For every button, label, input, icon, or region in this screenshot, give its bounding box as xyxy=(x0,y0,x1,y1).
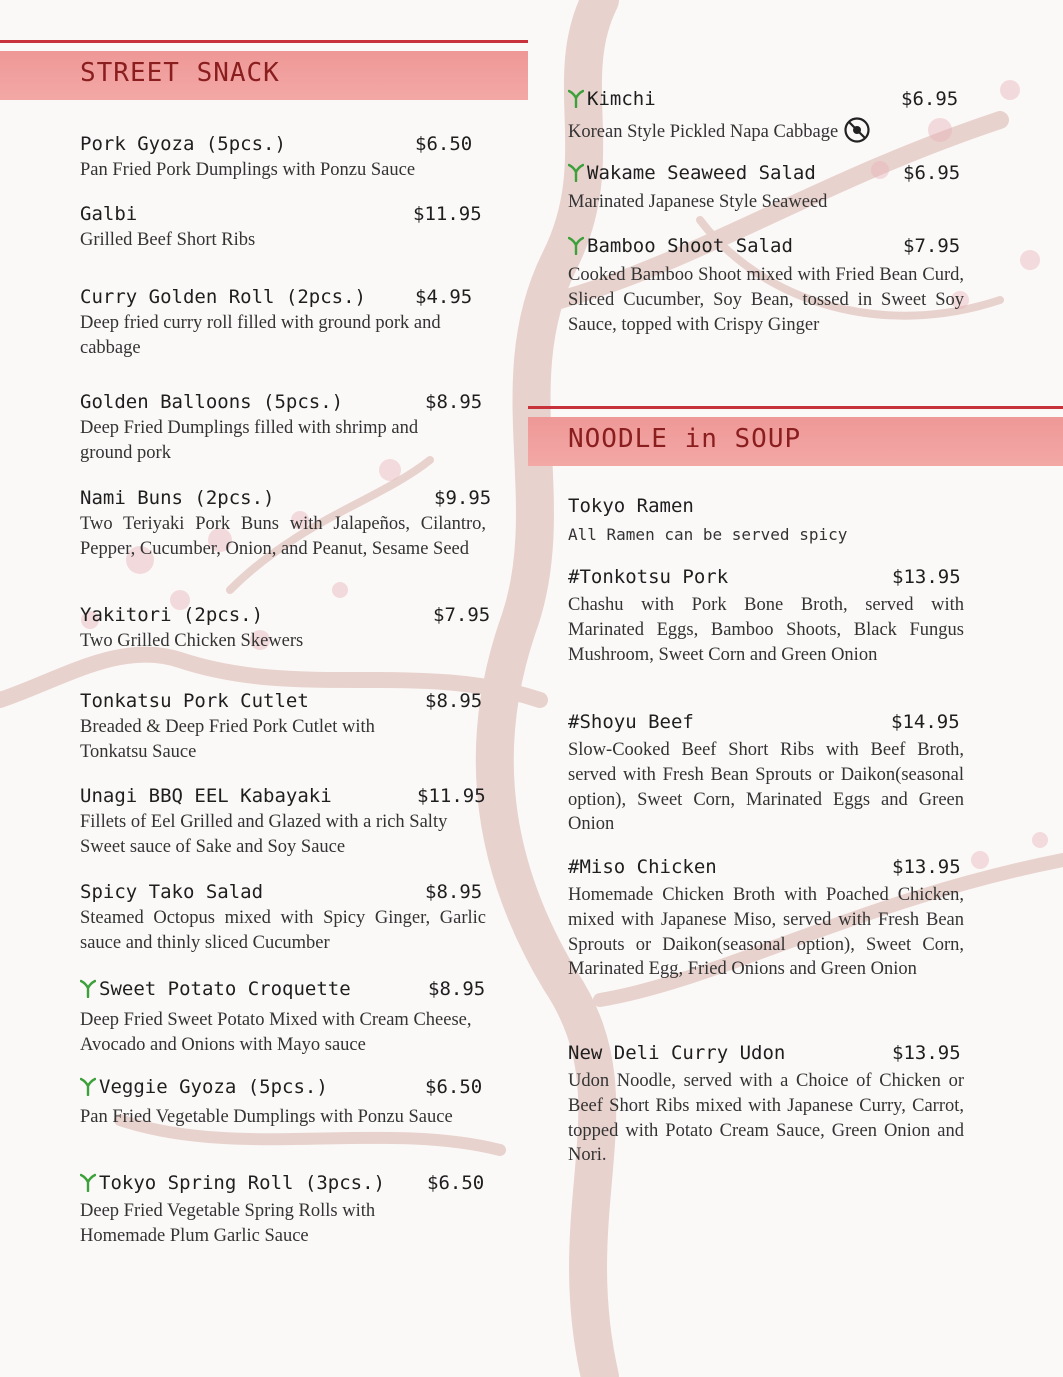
item-description: Marinated Japanese Style Seaweed xyxy=(568,192,828,212)
item-name-wrap xyxy=(80,1172,385,1194)
item-price: $6.50 xyxy=(415,133,473,155)
item-description: Two Grilled Chicken Skewers xyxy=(80,631,304,651)
item-name: #Shoyu Beef xyxy=(568,711,694,733)
item-description: Slow-Cooked Beef Short Ribs with Beef Broth, served with Fresh Bean Sprouts or Daikon(seasonal option), Sweet Corn, Marinated Eggs and Green Onion xyxy=(568,740,964,835)
item-description: Homemade Chicken Broth with Poached Chicken, mixed with Japanese Miso, served with Fresh Bean Sprouts or Daikon(seasonal option), Sweet Corn, Marinated Egg, Fried Onions and Green Onion xyxy=(568,885,964,980)
item-description: Two Teriyaki Pork Buns with Jalapeños, Cilantro, Pepper, Cucumber, Onion, and Peanut, Sesame Seed xyxy=(80,514,486,559)
item-price: $8.95 xyxy=(428,978,486,1000)
item-price: $6.50 xyxy=(425,1076,483,1098)
item-name: Bamboo Shoot Salad xyxy=(587,235,793,257)
item-name: New Deli Curry Udon xyxy=(568,1042,786,1064)
item-name: Spicy Tako Salad xyxy=(80,881,264,903)
item-description: Pan Fried Vegetable Dumplings with Ponzu Sauce xyxy=(80,1107,453,1127)
section-title: NOODLE in SOUP xyxy=(568,424,802,454)
item-price: $13.95 xyxy=(892,856,961,878)
item-price: $9.95 xyxy=(434,487,492,509)
street-snack-header xyxy=(0,40,528,102)
item-name-wrap xyxy=(80,1076,328,1098)
item-name: Tokyo Ramen xyxy=(568,495,694,517)
item-price: $7.95 xyxy=(433,604,491,626)
item-price: $8.95 xyxy=(425,881,483,903)
item-price: $11.95 xyxy=(417,785,486,807)
item-name: #Miso Chicken xyxy=(568,856,717,878)
item-name-wrap xyxy=(568,235,793,257)
item-price: $13.95 xyxy=(892,566,961,588)
item-price: $4.95 xyxy=(415,286,473,308)
item-name: Wakame Seaweed Salad xyxy=(587,162,816,184)
sprout-icon xyxy=(568,235,584,255)
item-name: Veggie Gyoza (5pcs.) xyxy=(99,1076,328,1098)
item-description: Deep Fried Sweet Potato Mixed with Cream Cheese, Avocado and Onions with Mayo sauce xyxy=(80,1010,472,1055)
item-name: #Tonkotsu Pork xyxy=(568,566,729,588)
section-title: STREET SNACK xyxy=(80,58,280,88)
item-price: $8.95 xyxy=(425,391,483,413)
item-description: Chashu with Pork Bone Broth, served with Marinated Eggs, Bamboo Shoots, Black Fungus Mushroom, Sweet Corn and Green Onion xyxy=(568,595,964,665)
item-price: $8.95 xyxy=(425,690,483,712)
item-price: $6.95 xyxy=(903,162,961,184)
item-name: Galbi xyxy=(80,203,138,225)
item-description: Fillets of Eel Grilled and Glazed with a rich Salty Sweet sauce of Sake and Soy Sauce xyxy=(80,812,448,857)
item-name: Nami Buns (2pcs.) xyxy=(80,487,275,509)
sprout-icon xyxy=(80,1076,96,1096)
item-description: Deep fried curry roll filled with ground pork and cabbage xyxy=(80,313,441,358)
sprout-icon xyxy=(80,978,96,998)
item-price: $6.95 xyxy=(901,88,959,110)
item-description: Grilled Beef Short Ribs xyxy=(80,230,256,250)
item-name: Unagi BBQ EEL Kabayaki xyxy=(80,785,332,807)
item-price: $13.95 xyxy=(892,1042,961,1064)
item-name: Curry Golden Roll (2pcs.) xyxy=(80,286,366,308)
noodle-in-soup-header xyxy=(528,406,1063,468)
item-description xyxy=(568,117,964,145)
item-description: Breaded & Deep Fried Pork Cutlet with Tonkatsu Sauce xyxy=(80,717,375,762)
item-name: Tonkatsu Pork Cutlet xyxy=(80,690,309,712)
item-price: $11.95 xyxy=(413,203,482,225)
item-name: Sweet Potato Croquette xyxy=(99,978,351,1000)
sprout-icon xyxy=(568,162,584,182)
ramen-note: All Ramen can be served spicy xyxy=(568,525,848,544)
item-price: $6.50 xyxy=(427,1172,485,1194)
item-description: Cooked Bamboo Shoot mixed with Fried Bean Curd, Sliced Cucumber, Soy Bean, tossed in Sweet Soy Sauce, topped with Crispy Ginger xyxy=(568,265,964,335)
item-description: Deep Fried Vegetable Spring Rolls with Homemade Plum Garlic Sauce xyxy=(80,1201,376,1246)
sprout-icon xyxy=(568,88,584,108)
item-name-wrap xyxy=(80,978,351,1000)
item-description: Deep Fried Dumplings filled with shrimp and ground pork xyxy=(80,418,419,463)
item-name: Pork Gyoza (5pcs.) xyxy=(80,133,286,155)
no-sign-icon xyxy=(844,117,870,143)
item-name-wrap xyxy=(568,162,816,184)
header-rule xyxy=(528,406,1063,409)
item-name-wrap xyxy=(568,88,656,110)
item-description: Pan Fried Pork Dumplings with Ponzu Sauce xyxy=(80,160,416,180)
sprout-icon xyxy=(80,1172,96,1192)
item-description: Udon Noodle, served with a Choice of Chicken or Beef Short Ribs mixed with Japanese Curry, Carrot, topped with Potato Cream Sauce, Green Onion and Nori. xyxy=(568,1071,964,1166)
item-name: Tokyo Spring Roll (3pcs.) xyxy=(99,1172,385,1194)
item-name: Golden Balloons (5pcs.) xyxy=(80,391,344,413)
item-description-text: Korean Style Pickled Napa Cabbage xyxy=(568,122,839,142)
header-rule xyxy=(0,40,528,43)
item-price: $14.95 xyxy=(891,711,960,733)
item-name: Kimchi xyxy=(587,88,656,110)
item-name: Yakitori (2pcs.) xyxy=(80,604,264,626)
item-price: $7.95 xyxy=(903,235,961,257)
item-description: Steamed Octopus mixed with Spicy Ginger, Garlic sauce and thinly sliced Cucumber xyxy=(80,908,486,953)
